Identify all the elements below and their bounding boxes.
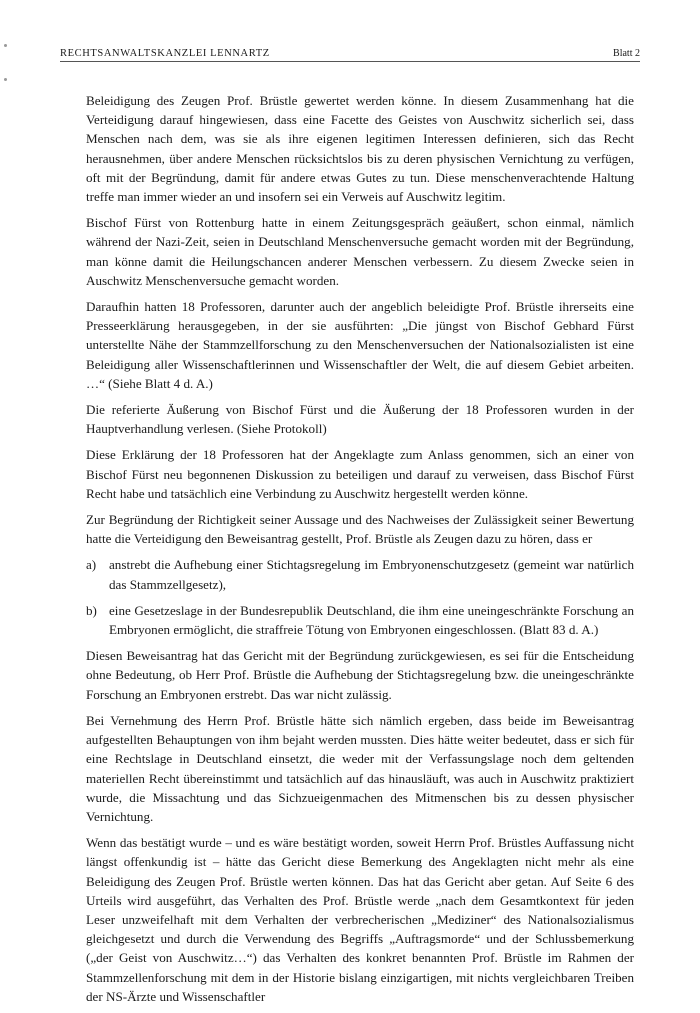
document-body	[86, 91, 634, 1013]
paragraph: Bei Vernehmung des Herrn Prof. Brüstle hätte sich nämlich ergeben, dass beide im Beweisantrag aufgestellten Behauptungen von ihm bejaht werden mussten. Dies hätte weiter bedeutet, dass er sich für eine Rechtslage in Deutschland einsetzt, die weder mit der Verfassungslage noch dem geltenden materiellen Recht übereinstimmt und tatsächlich auf das hinausläuft, was auch in Auschwitz praktiziert wurde, die Missachtung und das Sichzueigenmachen des Mitmenschen bis zu dessen physischer Vernichtung.	[86, 712, 634, 824]
paragraph: Wenn das bestätigt wurde – und es wäre bestätigt worden, soweit Herrn Prof. Brüstles Auffassung nicht längst offenkundig ist – hätte das Gericht diese Bemerkung des Angeklagten nicht mehr als eine Beleidigung des Zeugen Prof. Brüstle werten können. Das hat das Gericht aber getan. Auf Seite 6 des Urteils wird ausgeführt, das Verhalten des Prof. Brüstle werde „nach dem Gesamtkontext für jeden Leser unzweifelhaft mit dem Verhalten der verbrecherischen „Mediziner“ des Nationalsozialismus gleichgesetzt und durch die Verwendung des Begriffs „Auftragsmorde“ und der Schlussbemerkung („der Geist von Auschwitz…“) das Verhalten des konkret benannten Prof. Brüstle im Rahmen der Stammzellenforschung mit dem in der Historie bislang einzigartigen, mit nichts vergleichbaren Treiben der NS-Ärzte und Wissenschaftler	[86, 835, 634, 1004]
page-header	[60, 46, 640, 62]
paragraph: Die referierte Äußerung von Bischof Fürst und die Äußerung der 18 Professoren wurden in der Hauptverhandlung verlesen. (Siehe Protokoll)	[86, 402, 634, 437]
page-number: Blatt 2	[613, 48, 640, 59]
scan-mark	[4, 44, 7, 47]
paragraph: Bischof Fürst von Rottenburg hatte in einem Zeitungsgespräch geäußert, schon einmal, nämlich während der Nazi-Zeit, seien in Deutschland Menschenversuche gemacht worden mit der Begründung, man könne damit die Heilungschancen anderer Menschen verbessern. Zu diesem Zwecke seien in Auschwitz Menschenversuche gemacht worden.	[86, 215, 634, 288]
list-item-text: anstrebt die Aufhebung einer Stichtagsregelung im Embryonenschutzgesetz (gemeint war natürlich das Stammzellgesetz),	[109, 557, 634, 592]
scan-mark	[4, 78, 7, 81]
paragraph: Beleidigung des Zeugen Prof. Brüstle gewertet werden könne. In diesem Zusammenhang hat die Verteidigung darauf hingewiesen, dass eine Facette des Geistes von Auschwitz sicherlich sei, dass Menschen nach dem, was sie als ihre eigenen legitimen Interessen definieren, sich das Recht herausnehmen, über andere Menschen rücksichtslos bis zu deren physischen Vernichtung zu verfügen, oft mit der Begründung, damit für andere etwas Gutes zu tun. Diese menschenverachtende Haltung treffe man immer wieder an und insofern sei ein Verweis auf Auschwitz legitim.	[86, 93, 634, 205]
paragraph: Zur Begründung der Richtigkeit seiner Aussage und des Nachweises der Zulässigkeit seiner Bewertung hatte die Verteidigung den Beweisantrag gestellt, Prof. Brüstle als Zeugen dazu zu hören, dass er	[86, 512, 634, 547]
paragraph: Diesen Beweisantrag hat das Gericht mit der Begründung zurückgewiesen, es sei für die Entscheidung ohne Bedeutung, ob Herr Prof. Brüstle die Aufhebung der Stichtagsregelung bzw. die uneingeschränkte Forschung an Embryonen erstrebt. Das war nicht zulässig.	[86, 648, 634, 702]
list-item	[86, 601, 634, 639]
list-item-label: a)	[86, 557, 97, 573]
list-item-label: b)	[86, 602, 97, 618]
paragraph: Daraufhin hatten 18 Professoren, darunter auch der angeblich beleidigte Prof. Brüstle ihrerseits eine Presseerklärung herausgegeben, in der sie ausführten: „Die jüngst von Bischof Gebhard Fürst unterstellte Nähe der Stammzellforschung zu den Menschenversuchen der Nationalsozialisten ist eine Beleidigung aller Wissenschaftlerinnen und Wissenschaftler der Welt, die auf diesem Gebiet arbeiten. …“ (Siehe Blatt 4 d. A.)	[86, 299, 634, 391]
firm-name: RECHTSANWALTSKANZLEI LENNARTZ	[60, 48, 270, 59]
paragraph: Diese Erklärung der 18 Professoren hat der Angeklagte zum Anlass genommen, sich an einer von Bischof Fürst neu begonnenen Diskussion zu beteiligen und darauf zu verweisen, dass Bischof Fürst Recht habe und tatsächlich eine Verbindung zu Auschwitz hergestellt werden könne.	[86, 447, 634, 501]
evidence-list	[86, 555, 634, 639]
list-item-text: eine Gesetzeslage in der Bundesrepublik Deutschland, die ihm eine uneingeschränkte Forschung an Embryonen ermöglicht, die straffreie Tötung von Embryonen eingeschlossen. (Blatt 83 d. A.)	[109, 602, 634, 638]
list-item	[86, 555, 634, 593]
